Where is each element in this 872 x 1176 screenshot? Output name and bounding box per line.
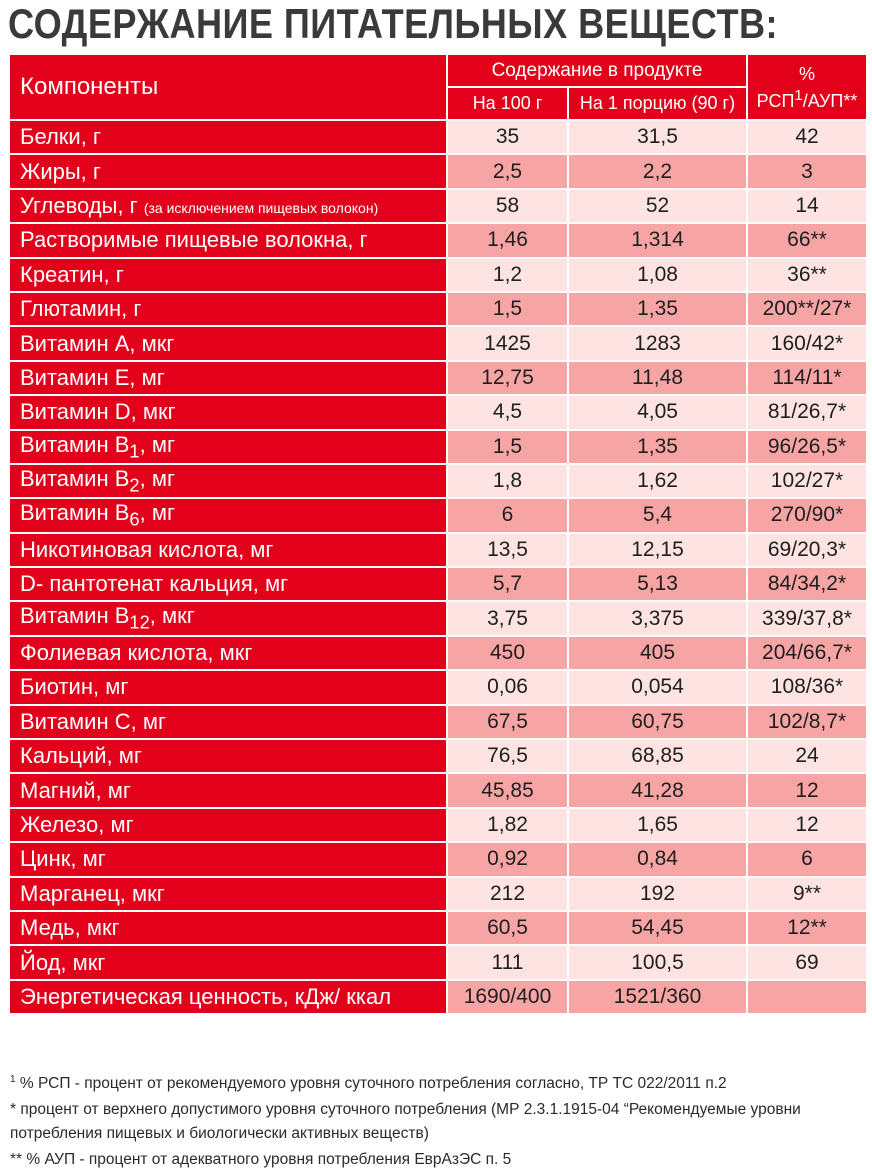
value-percent: 160/42*	[747, 326, 867, 360]
value-per-100g: 0,06	[447, 670, 568, 704]
value-percent: 114/11*	[747, 361, 867, 395]
value-per-100g: 5,7	[447, 567, 568, 601]
value-percent: 6	[747, 842, 867, 876]
component-name: Углеводы, г (за исключением пищевых волокон)	[9, 189, 447, 223]
value-percent	[747, 980, 867, 1014]
value-per-serving: 0,84	[568, 842, 747, 876]
table-row	[9, 361, 867, 395]
footnote-rsp: $^1$ % РСП - процент от рекомендуемого уровня суточного потребления согласно, ТР ТС 022/2011 п.2	[10, 1074, 727, 1093]
component-name: Витамин $В_{12}$, мкг	[9, 601, 447, 635]
value-per-100g: 1690/400	[447, 980, 568, 1014]
table-row	[9, 464, 867, 498]
table-row	[9, 773, 867, 807]
value-per-100g: 4,5	[447, 395, 568, 429]
value-per-serving: 1283	[568, 326, 747, 360]
value-per-100g: 35	[447, 120, 568, 154]
component-name: Биотин, мг	[9, 670, 447, 704]
value-per-serving: 4,05	[568, 395, 747, 429]
value-per-100g: 58	[447, 189, 568, 223]
value-per-serving: 31,5	[568, 120, 747, 154]
component-name: Витамин $В_2$, мг	[9, 464, 447, 498]
value-per-serving: 1,35	[568, 430, 747, 464]
component-name: Витамин D, мкг	[9, 395, 447, 429]
value-per-100g: 1,5	[447, 292, 568, 326]
value-per-100g: 6	[447, 498, 568, 532]
value-per-serving: 1,62	[568, 464, 747, 498]
table-row	[9, 670, 867, 704]
value-per-100g: 60,5	[447, 911, 568, 945]
value-per-100g: 450	[447, 636, 568, 670]
component-name: Энергетическая ценность, кДж/ ккал	[9, 980, 447, 1014]
value-per-100g: 67,5	[447, 705, 568, 739]
table-row	[9, 326, 867, 360]
component-name: Витамин $В_1$, мг	[9, 430, 447, 464]
value-percent: 69	[747, 945, 867, 979]
value-percent: 24	[747, 739, 867, 773]
value-percent: 14	[747, 189, 867, 223]
value-percent: 69/20,3*	[747, 533, 867, 567]
value-per-100g: 212	[447, 877, 568, 911]
component-name: Креатин, г	[9, 258, 447, 292]
value-percent: 339/37,8*	[747, 601, 867, 635]
component-name: Белки, г	[9, 120, 447, 154]
component-name: Витамин С, мг	[9, 705, 447, 739]
value-percent: 42	[747, 120, 867, 154]
value-percent: 102/27*	[747, 464, 867, 498]
table-row	[9, 189, 867, 223]
component-name: Медь, мкг	[9, 911, 447, 945]
table-row	[9, 808, 867, 842]
value-per-serving: 5,4	[568, 498, 747, 532]
value-percent: 12	[747, 808, 867, 842]
value-per-serving: 54,45	[568, 911, 747, 945]
table-row	[9, 945, 867, 979]
value-per-serving: 1,65	[568, 808, 747, 842]
value-percent: 66**	[747, 223, 867, 257]
component-name: Цинк, мг	[9, 842, 447, 876]
table-row	[9, 842, 867, 876]
value-percent: 12	[747, 773, 867, 807]
value-per-serving: 1,35	[568, 292, 747, 326]
value-percent: 81/26,7*	[747, 395, 867, 429]
value-percent: 96/26,5*	[747, 430, 867, 464]
value-per-serving: 5,13	[568, 567, 747, 601]
value-percent: 9**	[747, 877, 867, 911]
component-name: Витамин $В_6$, мг	[9, 498, 447, 532]
value-percent: 270/90*	[747, 498, 867, 532]
value-per-serving: 1,314	[568, 223, 747, 257]
table-row	[9, 258, 867, 292]
value-per-100g: 1,2	[447, 258, 568, 292]
table-row	[9, 601, 867, 635]
value-per-100g: 76,5	[447, 739, 568, 773]
component-name: Фолиевая кислота, мкг	[9, 636, 447, 670]
component-name: Магний, мг	[9, 773, 447, 807]
component-name: Йод, мкг	[9, 945, 447, 979]
footnote-upper-limit: * процент от верхнего допустимого уровня суточного потребления (МР 2.3.1.1915-04 “Рекомендуемые уровни	[10, 1101, 801, 1118]
value-per-100g: 1,82	[447, 808, 568, 842]
header-percent-norms: РСП$^1$/АУП**	[756, 86, 858, 111]
value-per-100g: 45,85	[447, 773, 568, 807]
footnote-upper-limit-cont: потребления пищевых и биологически активных веществ)	[10, 1125, 429, 1142]
value-per-100g: 13,5	[447, 533, 568, 567]
value-per-serving: 68,85	[568, 739, 747, 773]
value-percent: 200**/27*	[747, 292, 867, 326]
table-row	[9, 980, 867, 1014]
value-per-serving: 1521/360	[568, 980, 747, 1014]
table-row	[9, 154, 867, 188]
component-name: D- пантотенат кальция, мг	[9, 567, 447, 601]
component-name: Кальций, мг	[9, 739, 447, 773]
value-per-100g: 3,75	[447, 601, 568, 635]
component-name: Глютамин, г	[9, 292, 447, 326]
header-percent	[747, 54, 867, 120]
component-name: Витамин А, мкг	[9, 326, 447, 360]
value-percent: 12**	[747, 911, 867, 945]
table-row	[9, 292, 867, 326]
header-percent-sign: %	[798, 63, 815, 84]
value-per-100g: 1425	[447, 326, 568, 360]
value-per-serving: 0,054	[568, 670, 747, 704]
value-per-serving: 11,48	[568, 361, 747, 395]
component-name: Растворимые пищевые волокна, г	[9, 223, 447, 257]
table-row	[9, 636, 867, 670]
value-percent: 3	[747, 154, 867, 188]
value-per-serving: 192	[568, 877, 747, 911]
value-per-serving: 1,08	[568, 258, 747, 292]
component-name: Витамин Е, мг	[9, 361, 447, 395]
value-per-100g: 0,92	[447, 842, 568, 876]
table-row	[9, 705, 867, 739]
table-body	[9, 120, 867, 1014]
table-row	[9, 533, 867, 567]
value-per-serving: 100,5	[568, 945, 747, 979]
table-row	[9, 567, 867, 601]
value-per-serving: 12,15	[568, 533, 747, 567]
component-name: Жиры, г	[9, 154, 447, 188]
table-row	[9, 911, 867, 945]
value-percent: 36**	[747, 258, 867, 292]
value-per-100g: 12,75	[447, 361, 568, 395]
value-per-100g: 2,5	[447, 154, 568, 188]
table-row	[9, 498, 867, 532]
nutrition-table	[8, 53, 868, 1015]
value-percent: 84/34,2*	[747, 567, 867, 601]
value-percent: 102/8,7*	[747, 705, 867, 739]
value-per-100g: 1,46	[447, 223, 568, 257]
table-row	[9, 430, 867, 464]
component-name: Никотиновая кислота, мг	[9, 533, 447, 567]
header-content-group: Содержание в продукте	[447, 54, 747, 87]
value-percent: 108/36*	[747, 670, 867, 704]
value-percent: 204/66,7*	[747, 636, 867, 670]
header-per-100g: На 100 г	[447, 87, 568, 120]
value-per-serving: 60,75	[568, 705, 747, 739]
value-per-100g: 1,5	[447, 430, 568, 464]
value-per-serving: 2,2	[568, 154, 747, 188]
value-per-serving: 41,28	[568, 773, 747, 807]
table-row	[9, 395, 867, 429]
component-name: Железо, мг	[9, 808, 447, 842]
value-per-serving: 52	[568, 189, 747, 223]
page-title: СОДЕРЖАНИЕ ПИТАТЕЛЬНЫХ ВЕЩЕСТВ:	[8, 0, 778, 47]
component-name: Марганец, мкг	[9, 877, 447, 911]
table-row	[9, 223, 867, 257]
table-row	[9, 120, 867, 154]
footnote-aup: ** % АУП - процент от адекватного уровня потребления ЕврАзЭС п. 5	[10, 1151, 512, 1168]
header-per-serving: На 1 порцию (90 г)	[568, 87, 747, 120]
header-components: Компоненты	[9, 54, 447, 120]
value-per-100g: 1,8	[447, 464, 568, 498]
value-per-serving: 405	[568, 636, 747, 670]
value-per-100g: 111	[447, 945, 568, 979]
table-row	[9, 739, 867, 773]
value-per-serving: 3,375	[568, 601, 747, 635]
table-row	[9, 877, 867, 911]
